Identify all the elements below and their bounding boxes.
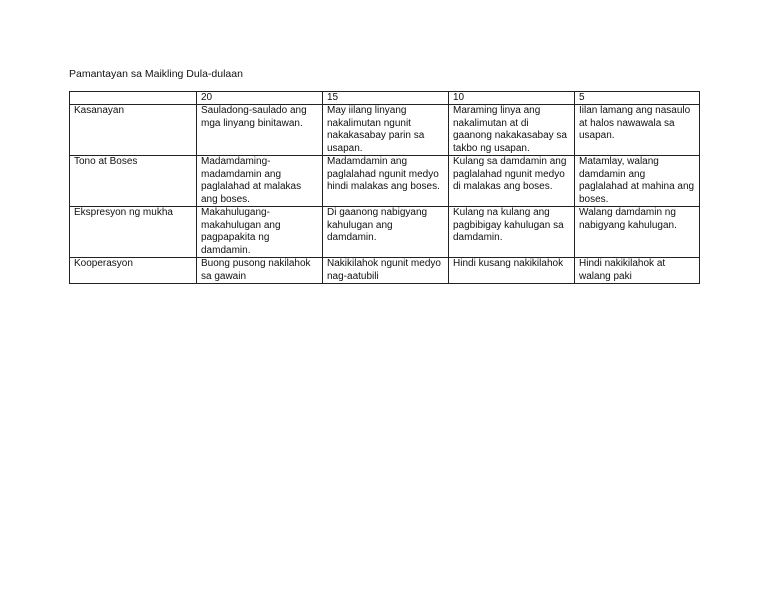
description-text: Makahulugang-makahulugan ang pagpapakita ng damdamin. (201, 207, 281, 256)
table-row-kasanayan (70, 105, 700, 156)
table-row-ekspresyon-ng-mukha (70, 207, 700, 258)
score-cell-10 (449, 105, 575, 156)
criterion-cell (70, 105, 197, 156)
description-text: Nakikilahok ngunit medyo nag-aatubili (327, 258, 441, 282)
score-cell-5 (575, 207, 700, 258)
score-cell-5 (575, 156, 700, 207)
score-cell-20 (197, 105, 323, 156)
description-text: May iilang linyang nakalimutan ngunit nakakasabay parin sa usapan. (327, 105, 425, 154)
score-cell-10 (449, 207, 575, 258)
score-cell-20 (197, 156, 323, 207)
criterion-label: Kooperasyon (74, 258, 133, 270)
description-text: Sauladong-saulado ang mga linyang binitawan. (201, 105, 307, 129)
description-text: Walang damdamin ng nabigyang kahulugan. (579, 207, 677, 231)
header-cell-10: 10 (449, 92, 575, 105)
criterion-label: Kasanayan (74, 105, 125, 117)
description-text: Hindi nakikilahok at walang paki (579, 258, 666, 282)
score-cell-15 (323, 156, 449, 207)
rubric-table (69, 91, 700, 284)
description-text: Madamdamin ang paglalahad ngunit medyo hindi malakas ang boses. (327, 156, 440, 193)
header-cell-criteria (70, 92, 197, 105)
header-cell-15: 15 (323, 92, 449, 105)
score-cell-15 (323, 258, 449, 284)
criterion-label: Ekspresyon ng mukha (74, 207, 173, 219)
description-text: Iilan lamang ang nasaulo at halos nawawala sa usapan. (579, 105, 691, 142)
score-cell-10 (449, 156, 575, 207)
description-text: Matamlay, walang damdamin ang paglalahad at mahina ang boses. (579, 156, 695, 205)
score-cell-15 (323, 105, 449, 156)
document-title: Pamantayan sa Maikling Dula-dulaan (69, 68, 243, 80)
score-cell-10 (449, 258, 575, 284)
description-text: Madamdaming-madamdamin ang paglalahad at malakas ang boses. (201, 156, 302, 205)
score-cell-20 (197, 207, 323, 258)
header-cell-20: 20 (197, 92, 323, 105)
criterion-label: Tono at Boses (74, 156, 138, 168)
score-cell-15 (323, 207, 449, 258)
description-text: Kulang na kulang ang pagbibigay kahulugan sa damdamin. (453, 207, 564, 244)
header-cell-5: 5 (575, 92, 700, 105)
description-text: Maraming linya ang nakalimutan at di gaanong nakakasabay sa takbo ng usapan. (453, 105, 567, 154)
table-row-tono-at-boses (70, 156, 700, 207)
description-text: Di gaanong nabigyang kahulugan ang damdamin. (327, 207, 428, 244)
criterion-cell (70, 156, 197, 207)
score-cell-5 (575, 258, 700, 284)
score-cell-20 (197, 258, 323, 284)
header-row (70, 92, 700, 105)
description-text: Kulang sa damdamin ang paglalahad ngunit medyo di malakas ang boses. (453, 156, 567, 193)
criterion-cell (70, 207, 197, 258)
score-cell-5 (575, 105, 700, 156)
description-text: Hindi kusang nakikilahok (453, 258, 564, 270)
criterion-cell (70, 258, 197, 284)
table-row-kooperasyon (70, 258, 700, 284)
description-text: Buong pusong nakilahok sa gawain (201, 258, 311, 282)
